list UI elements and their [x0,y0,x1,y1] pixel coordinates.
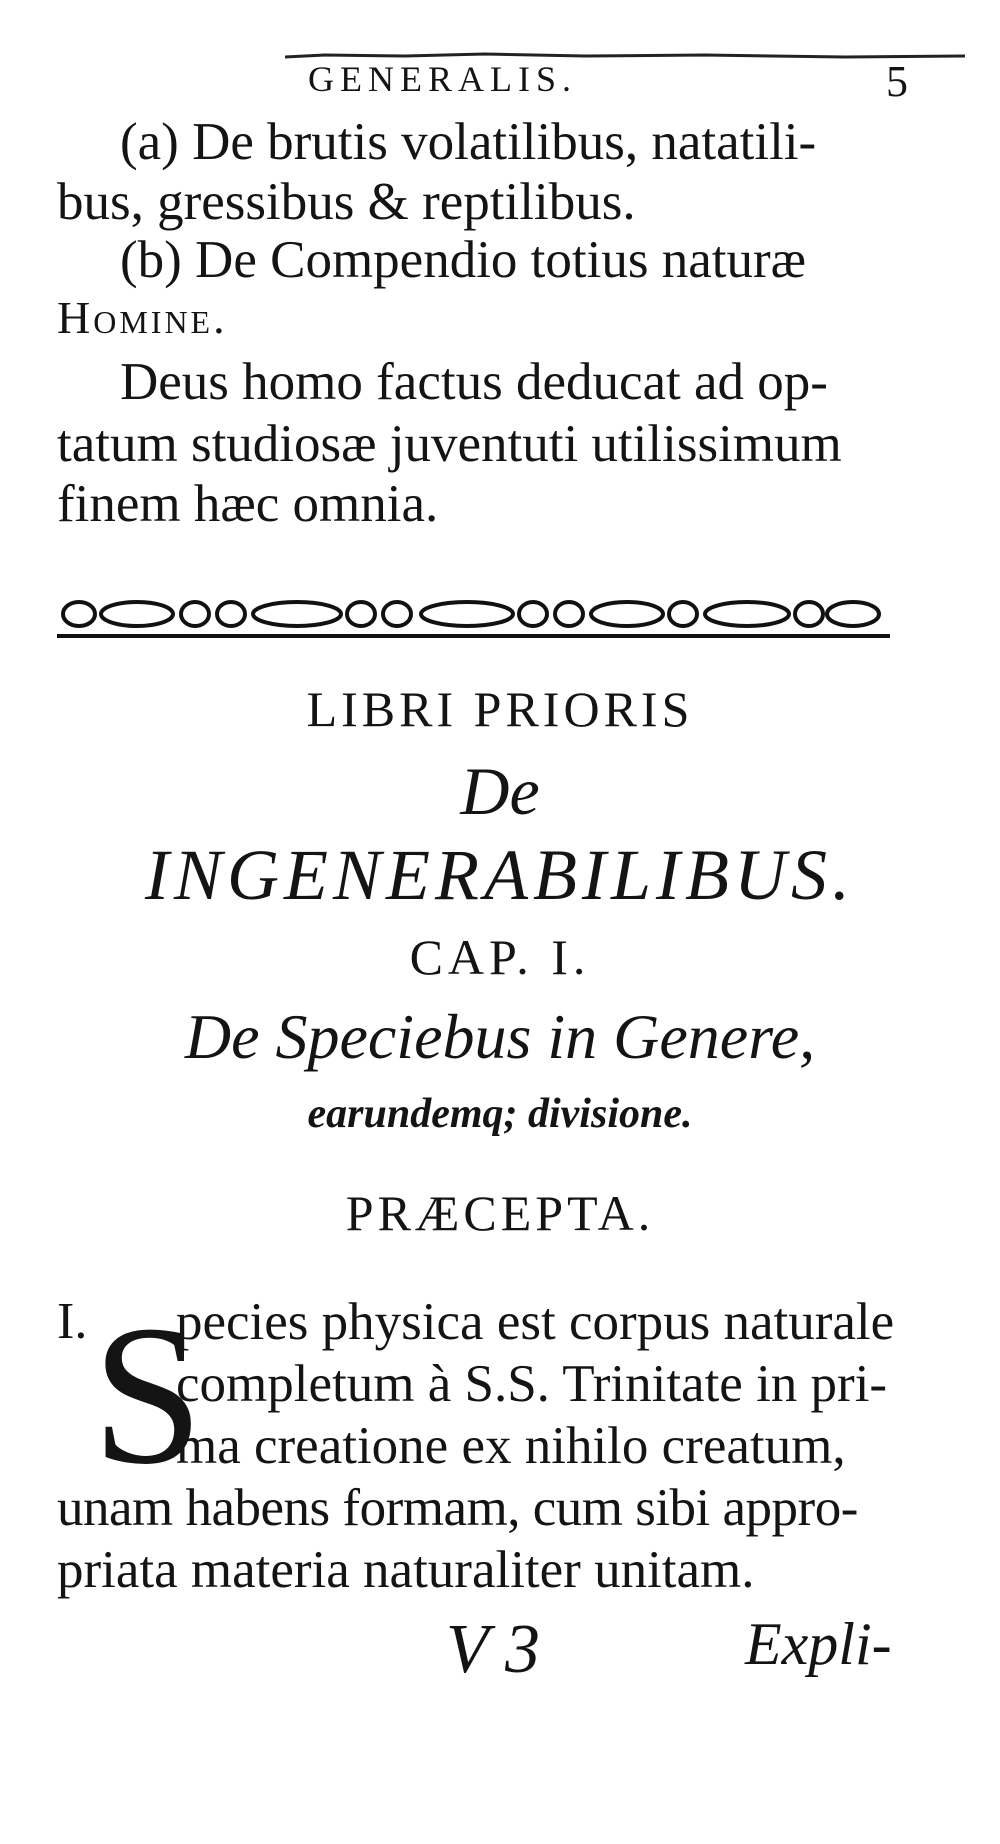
paragraph-numeral: I. [57,1293,88,1350]
body-line-4: unam habens formam, cum sibi appro- [57,1479,858,1537]
text-line-1: (a) De brutis volatilibus, natatili- [120,113,817,171]
book-heading: LIBRI PRIORIS [306,681,694,737]
text-line-7: finem hæc omnia. [57,475,439,533]
chapter-subtitle-line-1: De Speciebus in Genere, [184,1001,816,1072]
chapter-heading: CAP. I. [409,929,591,985]
page-number: 5 [886,57,908,106]
main-heading: INGENERABILIBUS. [145,835,855,915]
text-line-4: Homine. [57,292,228,343]
body-line-5: priata materia naturaliter unitam. [57,1541,755,1599]
heading-de: De [460,753,540,829]
text-line-6: tatum studiosæ juventuti utilissimum [57,415,842,473]
chapter-subtitle-line-2: earundemq; divisione. [307,1091,693,1137]
text-line-2: bus, gressibus & reptilibus. [57,173,636,231]
ornament-divider [57,592,890,640]
text-line-5: Deus homo factus deducat ad op- [120,353,828,411]
body-line-2: completum à S.S. Trinitate in pri- [176,1355,888,1413]
praecepta-heading: PRÆCEPTA. [345,1185,655,1241]
body-line-3: ma creatione ex nihilo creatum, [176,1417,846,1475]
text-line-3: (b) De Compendio totius naturæ [120,231,806,289]
catchword: Expli- [745,1611,892,1677]
drop-cap-letter: S [92,1285,204,1506]
running-header-title: GENERALIS. [308,59,577,99]
signature-mark: V 3 [446,1611,540,1688]
body-line-1: pecies physica est corpus naturale [176,1293,895,1351]
